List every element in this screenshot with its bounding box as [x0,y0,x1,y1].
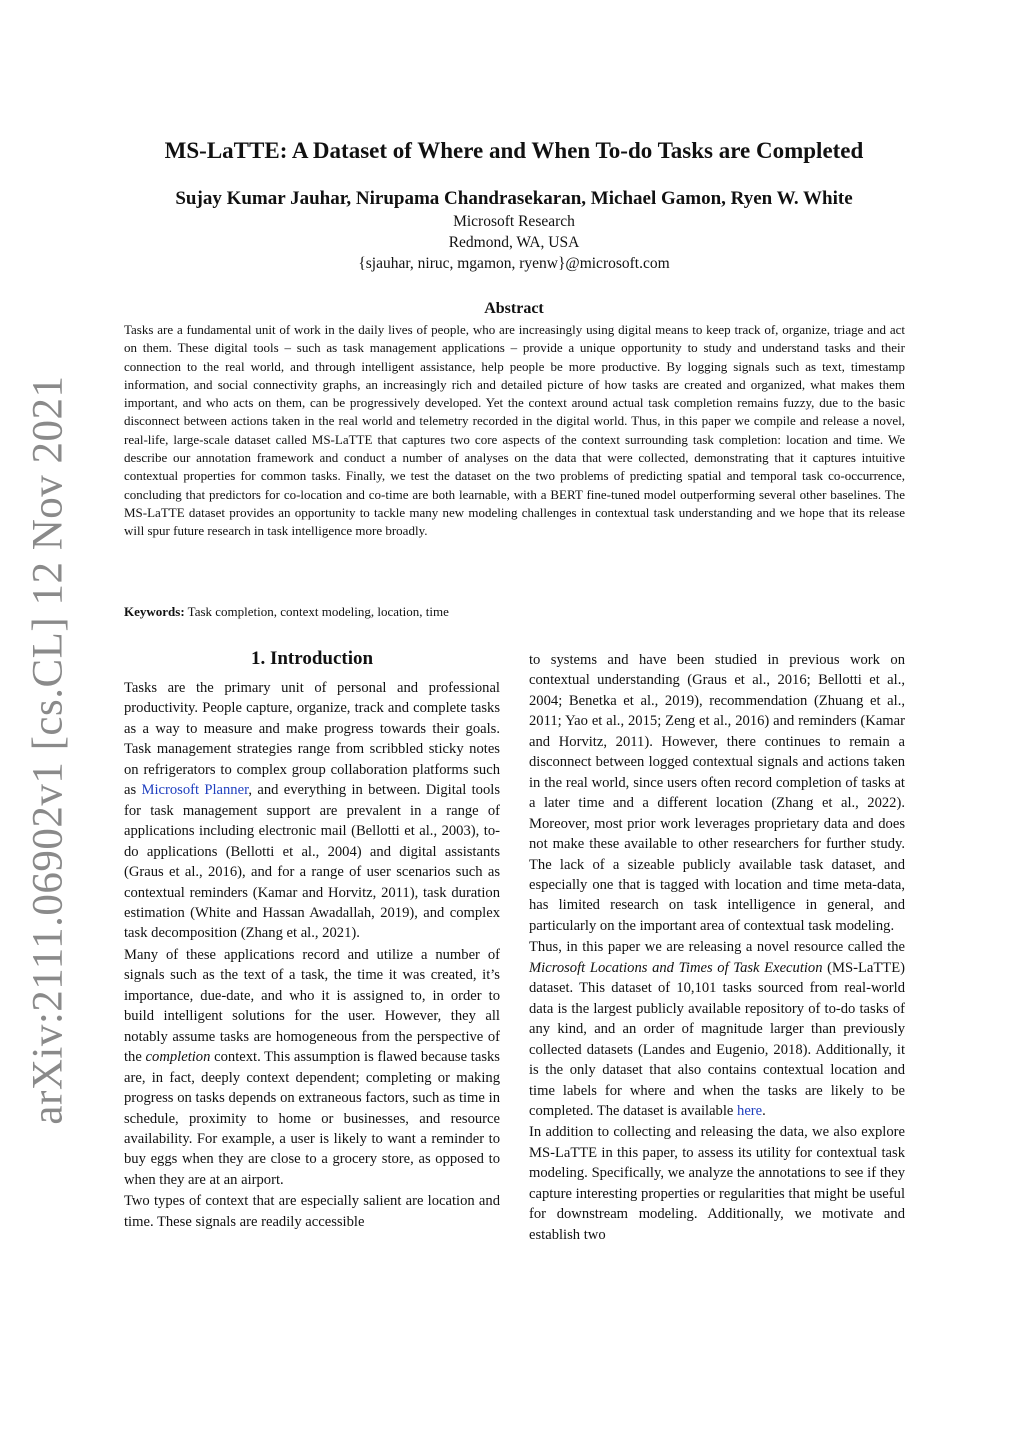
intro-paragraph-5: Thus, in this paper we are releasing a novel resource called the Microsoft Locations and Times of Task Execution (MS-LaTTE) dataset. This dataset of 10,101 tasks sourced from real-world data is the largest publicly available repository of to-do tasks of any kind, and an order of magnitude larger than previously collected datasets (Landes and Eugenio, 2018). Additionally, it is the only dataset that also contains contextual location and time labels for where and when the tasks are likely to be completed. The dataset is available here. [529,939,905,1119]
abstract-heading: Abstract [484,300,544,317]
author-list: Sujay Kumar Jauhar, Nirupama Chandrasekaran, Michael Gamon, Ryen W. White [175,188,853,209]
intro-paragraph-4: to systems and have been studied in previous work on contextual understanding (Graus et al., 2016; Bellotti et al., 2004; Benetka et al., 2019), recommendation (Zhuang et al., 2011; Yao et al., 2015; Zeng et al., 2016) and reminders (Kamar and Horvitz, 2011). However, there continues to remain a disconnect between logged contextual signals and actions taken in the real world, since users often record completion of tasks at a later time and a different location (Zhang et al., 2022). Moreover, most prior work leverages proprietary data and does not make these available to other researchers for further study. The lack of a sizeable publicly available task dataset, and especially one that is tagged with location and time meta-data, has limited research on task intelligence in general, and particularly on the important area of contextual task modeling. [529,652,905,934]
keywords-text: Task completion, context modeling, location, time [187,604,449,619]
affiliation-emails: {sjauhar, niruc, mgamon, ryenw}@microsoft.com [358,255,670,272]
affiliation-location: Redmond, WA, USA [448,234,580,251]
arxiv-identifier-stamp [18,375,78,1125]
microsoft-planner-link[interactable]: Microsoft Planner [141,782,249,799]
affiliation-org: Microsoft Research [453,213,575,230]
intro-paragraph-2: Many of these applications record and utilize a number of signals such as the text of a task, the time it was created, it’s importance, due-date, and who it is assigned to, in order to build intelligent solutions for the user. However, they all notably assume tasks are homogeneous from the perspective of the completion context. This assumption is flawed because tasks are, in fact, deeply context dependent; completing or making progress on tasks depends on extraneous factors, such as time in schedule, proximity to home or businesses, and resource availability. For example, a user is likely to want a reminder to buy eggs when they are close to a grocery store, as opposed to when they are at an airport. [124,946,500,1188]
intro-paragraph-1: Tasks are the primary unit of personal and professional productivity. People capture, organize, track and complete tasks as a way to measure and make progress towards their goals. Task management strategies range from scribbled sticky notes on refrigerators to complex group collaboration platforms such as Microsoft Planner, and everything in between. Digital tools for task management support are prevalent in a range of applications including electronic mail (Bellotti et al., 2003), to-do applications (Bellotti et al., 2004) and digital assistants (Graus et al., 2016), and for a range of user scenarios such as contextual reminders (Kamar and Horvitz, 2011), task duration estimation (White and Hassan Awadallah, 2019), and complex task decomposition (Zhang et al., 2021). [124,680,500,942]
keywords-label: Keywords: [124,604,185,619]
arxiv-identifier-text: arXiv:2111.06902v1 [cs.CL] 12 Nov 2021 [24,375,72,1125]
intro-paragraph-3: Two types of context that are especially salient are location and time. These signals are readily accessible [124,1193,500,1230]
right-column [529,650,905,1246]
abstract-body: Tasks are a fundamental unit of work in the daily lives of people, who are increasingly using digital means to keep track of, organize, triage and act on them. These digital tools – such as task management applications – provide a unique opportunity to study and understand tasks and their connection to the real world, and through intelligent assistance, help people be more productive. By logging signals such as text, timestamp information, and social connectivity graphs, an increasingly rich and detailed picture of how tasks are created and organized, what makes them important, and who acts on them, can be progressively developed. Yet the context around actual task completion remains fuzzy, due to the basic disconnect between actions taken in the real world and telemetry recorded in the digital world. Thus, in this paper we compile and release a novel, real-life, large-scale dataset called MS-LaTTE that captures two core aspects of the context surrounding task completion: location and time. We describe our annotation framework and conduct a number of analyses on the data that were collected, demonstrating that it captures intuitive contextual properties for common tasks. Finally, we test the dataset on the two problems of predicting spatial and temporal task co-occurrence, concluding that predictors for co-location and co-time are both learnable, with a BERT fine-tuned model outperforming several other baselines. The MS-LaTTE dataset provides an opportunity to tackle many new modeling challenges in contextual task understanding and we hope that its release will spur future research in task intelligence more broadly. [124,322,905,539]
keywords [124,604,905,620]
dataset-here-link[interactable]: here [737,1102,763,1119]
intro-paragraph-6: In addition to collecting and releasing the data, we also explore MS-LaTTE in this paper, to assess its utility for contextual task modeling. Specifically, we analyze the annotations to see if they capture interesting properties or regularities that might be useful for downstream modeling. Additionally, we motivate and establish two [529,1124,905,1243]
left-column [124,678,500,1233]
section-heading-introduction: 1. Introduction [250,648,374,669]
paper-title: MS-LaTTE: A Dataset of Where and When To-do Tasks are Completed [164,138,864,163]
